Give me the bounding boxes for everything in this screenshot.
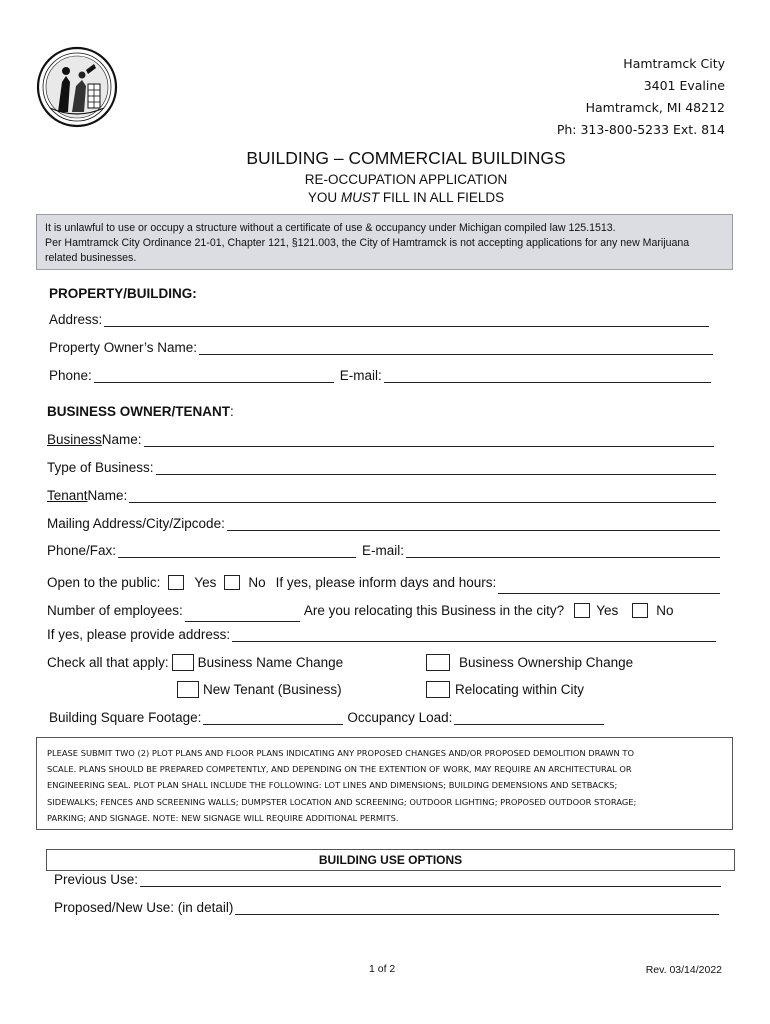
phonefax-label: Phone/Fax: <box>47 543 117 558</box>
plans-line: PARKING; AND SIGNAGE. NOTE: NEW SIGNAGE WILL REQUIRE ADDITIONAL PERMITS. <box>47 812 399 823</box>
employees-field[interactable] <box>185 609 300 622</box>
page-subtitle: RE-OCCUPATION APPLICATION <box>304 172 508 187</box>
use-options-header: BUILDING USE OPTIONS <box>46 849 735 871</box>
notice-line-2: Per Hamtramck City Ordinance 21-01, Chapter 121, §121.003, the City of Hamtramck is not accepting applications for any new Marijuana related businesses. <box>45 237 690 264</box>
relocating-no-label: No <box>656 603 674 618</box>
tenant-word: Tenant <box>47 488 88 503</box>
occupancy-field[interactable] <box>454 712 604 725</box>
business-type-field[interactable] <box>156 462 716 475</box>
new-tenant-checkbox[interactable] <box>177 681 199 698</box>
open-public-label: Open to the public: <box>47 575 161 590</box>
revision-date: Rev. 03/14/2022 <box>645 964 722 976</box>
owner-name-field[interactable] <box>199 342 713 355</box>
instruction-emphasis: MUST <box>340 190 380 205</box>
business-contact-row <box>47 543 720 558</box>
owner-row <box>49 340 713 355</box>
tenant-name-row <box>47 488 716 503</box>
page-instruction <box>0 190 770 205</box>
city-state-zip: Hamtramck, MI 48212 <box>585 100 725 115</box>
open-no-label: No <box>248 575 266 590</box>
instruction-text-rest: FILL IN ALL FIELDS <box>379 190 505 205</box>
proposed-use-field[interactable] <box>235 902 719 915</box>
previous-use-field[interactable] <box>140 874 721 887</box>
relocating-yes-label: Yes <box>596 603 619 618</box>
page-number: 1 of 2 <box>369 963 396 975</box>
property-contact-row <box>49 368 711 383</box>
sqft-label: Building Square Footage: <box>49 710 202 725</box>
relocating-within-city-checkbox[interactable] <box>426 681 450 698</box>
instruction-text: YOU <box>307 190 341 205</box>
relocating-within-city-label: Relocating within City <box>455 682 585 697</box>
relocating-yes-checkbox[interactable] <box>574 603 590 618</box>
open-yes-checkbox[interactable] <box>168 575 184 590</box>
new-tenant-option <box>177 681 342 698</box>
check-all-label: Check all that apply: <box>47 655 169 670</box>
city-phone: Ph: 313-800-5233 Ext. 814 <box>556 122 725 137</box>
proposed-use-label: Proposed/New Use: (in detail) <box>54 900 234 915</box>
mailing-label: Mailing Address/City/Zipcode: <box>47 516 225 531</box>
city-name: Hamtramck City <box>623 56 725 71</box>
mailing-row <box>47 516 720 531</box>
business-section-title-text: BUSINESS OWNER/TENANT <box>47 404 231 419</box>
business-email-label: E-mail: <box>362 543 405 558</box>
days-hours-label: If yes, please inform days and hours: <box>275 575 497 590</box>
occupancy-label: Occupancy Load: <box>347 710 453 725</box>
employees-label: Number of employees: <box>47 603 183 618</box>
ownership-change-option <box>426 654 633 671</box>
name-change-checkbox[interactable] <box>172 654 194 671</box>
business-name-field[interactable] <box>144 434 714 447</box>
notice-line-1: It is unlawful to use or occupy a structure without a certificate of use & occupancy under Michigan compiled law 125.1513. <box>45 222 616 234</box>
owner-label: Property Owner’s Name: <box>49 340 198 355</box>
provide-address-label: If yes, please provide address: <box>47 627 231 642</box>
tenant-name-field[interactable] <box>129 490 716 503</box>
business-word: Business <box>47 432 102 447</box>
business-email-field[interactable] <box>406 545 720 558</box>
check-all-row <box>47 654 343 671</box>
ownership-change-label: Business Ownership Change <box>459 655 634 670</box>
business-type-label: Type of Business: <box>47 460 154 475</box>
sqft-row <box>49 710 604 725</box>
relocating-question: Are you relocating this Business in the city? <box>303 603 565 618</box>
sqft-field[interactable] <box>203 712 343 725</box>
city-street: 3401 Evaline <box>643 78 725 93</box>
phonefax-field[interactable] <box>118 545 356 558</box>
city-seal-logo <box>36 46 118 128</box>
business-name-row <box>47 432 714 447</box>
new-tenant-label: New Tenant (Business) <box>203 682 342 697</box>
previous-use-row <box>54 872 721 887</box>
business-section-title <box>47 404 234 419</box>
open-no-checkbox[interactable] <box>224 575 240 590</box>
plans-line: SCALE. PLANS SHOULD BE PREPARED COMPETENTLY, AND DEPENDING ON THE EXTENTION OF WORK, MAY REQUIRE AN ARCHITECTURAL OR <box>47 764 632 775</box>
address-field[interactable] <box>104 314 709 327</box>
mailing-address-field[interactable] <box>227 518 720 531</box>
tenant-name-label: Name: <box>87 488 128 503</box>
ownership-change-checkbox[interactable] <box>426 654 450 671</box>
plans-requirements-box <box>36 737 733 830</box>
property-phone-field[interactable] <box>94 370 334 383</box>
property-section-title: PROPERTY/BUILDING: <box>49 286 197 301</box>
employees-row <box>47 599 697 622</box>
proposed-use-row <box>54 900 719 915</box>
name-change-label: Business Name Change <box>197 655 344 670</box>
plans-line: PLEASE SUBMIT TWO (2) PLOT PLANS AND FLOOR PLANS INDICATING ANY PROPOSED CHANGES AND/OR PROPOSED DEMOLITION DRAWN TO <box>47 748 634 758</box>
relocating-no-checkbox[interactable] <box>632 603 648 618</box>
plans-line: ENGINEERING SEAL. PLOT PLAN SHALL INCLUDE THE FOLLOWING: LOT LINES AND DIMENSIONS; BUILDING DEMENSIONS AND SETBACKS; <box>47 780 618 791</box>
address-label: Address: <box>49 312 103 327</box>
legal-notice-box <box>36 214 733 270</box>
relocating-option <box>426 681 584 698</box>
relocation-address-field[interactable] <box>232 629 716 642</box>
address-row <box>49 312 709 327</box>
email-label: E-mail: <box>339 368 382 383</box>
city-address-block <box>557 53 725 141</box>
days-hours-field[interactable] <box>498 581 720 594</box>
business-name-label: Name: <box>101 432 142 447</box>
previous-use-label: Previous Use: <box>54 872 139 887</box>
open-public-row <box>47 571 720 594</box>
business-type-row <box>47 460 716 475</box>
plans-line: SIDEWALKS; FENCES AND SCREENING WALLS; DUMPSTER LOCATION AND SCREENING; OUTDOOR LIGHTING; PROPOSED OUTDOOR STORAGE; <box>47 796 637 807</box>
business-section-colon: : <box>230 404 234 419</box>
open-yes-label: Yes <box>194 575 217 590</box>
property-email-field[interactable] <box>384 370 711 383</box>
page-title: BUILDING – COMMERCIAL BUILDINGS <box>246 148 566 168</box>
phone-label: Phone: <box>49 368 92 383</box>
provide-address-row <box>47 627 716 642</box>
